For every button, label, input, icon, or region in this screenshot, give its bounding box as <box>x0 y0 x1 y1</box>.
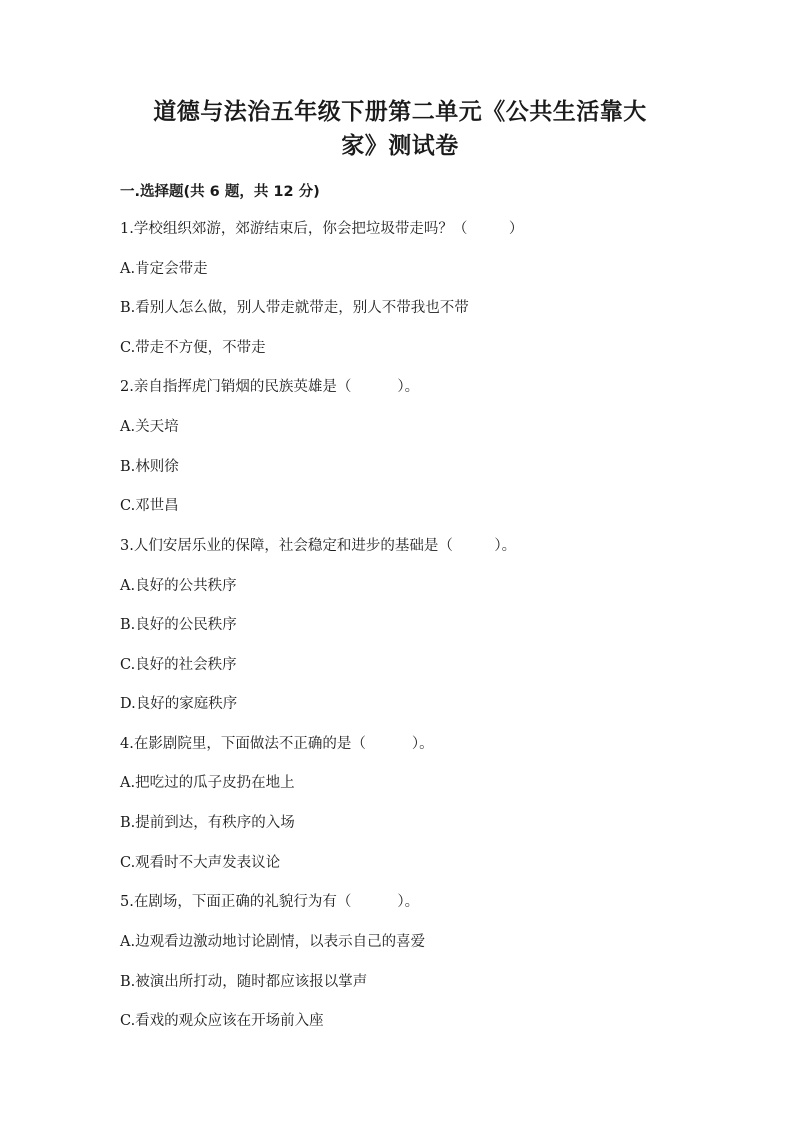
question-5-option-a: A.边观看边激动地讨论剧情，以表示自己的喜爱 <box>120 934 426 950</box>
question-3-option-c: C.良好的社会秩序 <box>120 657 237 673</box>
section-header: 一.选择题(共 6 题，共 12 分) <box>120 184 320 200</box>
question-2-option-a: A.关天培 <box>120 419 179 435</box>
question-4-option-b: B.提前到达，有秩序的入场 <box>120 815 295 831</box>
question-2-option-c: C.邓世昌 <box>120 498 179 514</box>
question-1-stem: 1.学校组织郊游，郊游结束后，你会把垃圾带走吗？（ ） <box>120 221 524 237</box>
question-2-stem: 2.亲自指挥虎门销烟的民族英雄是（ ）。 <box>120 379 420 395</box>
question-1-option-c: C.带走不方便，不带走 <box>120 340 266 356</box>
title-line-2: 家》测试卷 <box>341 133 459 159</box>
question-5-option-c: C.看戏的观众应该在开场前入座 <box>120 1013 324 1029</box>
question-5-option-b: B.被演出所打动，随时都应该报以掌声 <box>120 974 368 990</box>
question-4-stem: 4.在影剧院里，下面做法不正确的是（ ）。 <box>120 736 434 752</box>
title-line-1: 道德与法治五年级下册第二单元《公共生活靠大 <box>153 99 647 125</box>
question-1-option-a: A.肯定会带走 <box>120 261 208 277</box>
question-2-option-b: B.林则徐 <box>120 459 179 475</box>
question-4-option-a: A.把吃过的瓜子皮扔在地上 <box>120 775 295 791</box>
question-5-stem: 5.在剧场，下面正确的礼貌行为有（ ）。 <box>120 894 420 910</box>
question-1-option-b: B.看别人怎么做，别人带走就带走，别人不带我也不带 <box>120 300 469 316</box>
question-3-option-d: D.良好的家庭秩序 <box>120 696 238 712</box>
document-title <box>100 95 700 163</box>
question-4-option-c: C.观看时不大声发表议论 <box>120 855 281 871</box>
question-3-stem: 3.人们安居乐业的保障，社会稳定和进步的基础是（ ）。 <box>120 538 517 554</box>
question-3-option-a: A.良好的公共秩序 <box>120 578 237 594</box>
question-3-option-b: B.良好的公民秩序 <box>120 617 237 633</box>
